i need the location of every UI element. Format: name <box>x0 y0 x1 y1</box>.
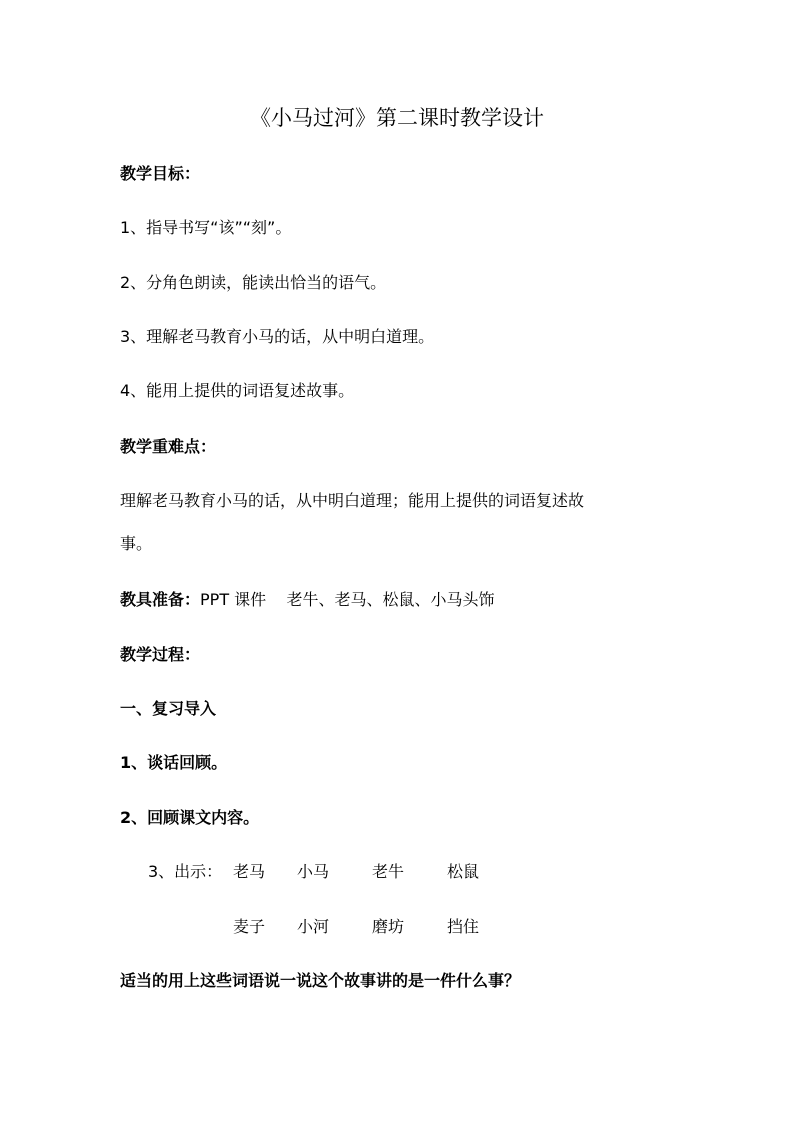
goal-item-3: 3、理解老马教育小马的话，从中明白道理。 <box>120 327 435 346</box>
word-card: 老牛 <box>372 862 405 881</box>
step-3-label: 3、出示： <box>148 862 223 881</box>
word-card: 松鼠 <box>447 862 480 881</box>
goal-item-1: 1、指导书写“该”“刻”。 <box>120 218 292 237</box>
tools-text: PPT 课件 老牛、老马、松鼠、小马头饰 <box>200 590 495 609</box>
key-points-heading: 教学重难点： <box>120 437 217 456</box>
question-line: 适当的用上这些词语说一说这个故事讲的是一件什么事？ <box>120 971 521 990</box>
word-card: 磨坊 <box>372 917 405 936</box>
document-title: 《小马过河》第二课时教学设计 <box>250 106 544 130</box>
step-1: 1、谈话回顾。 <box>120 753 228 772</box>
word-card: 小河 <box>297 917 330 936</box>
word-card: 老马 <box>233 862 266 881</box>
section-review-intro: 一、复习导入 <box>120 699 217 718</box>
word-card: 挡住 <box>447 917 480 936</box>
goals-heading: 教学目标： <box>120 164 201 183</box>
tools-label: 教具准备： <box>120 590 201 609</box>
goal-item-2: 2、分角色朗读，能读出恰当的语气。 <box>120 273 387 292</box>
step-2: 2、回顾课文内容。 <box>120 808 260 827</box>
word-card: 小马 <box>297 862 330 881</box>
process-heading: 教学过程： <box>120 645 201 664</box>
key-points-line-1: 理解老马教育小马的话，从中明白道理；能用上提供的词语复述故 <box>120 491 585 510</box>
goal-item-4: 4、能用上提供的词语复述故事。 <box>120 381 355 400</box>
tools-line <box>120 589 495 611</box>
word-card: 麦子 <box>233 917 266 936</box>
key-points-line-2: 事。 <box>120 534 153 553</box>
